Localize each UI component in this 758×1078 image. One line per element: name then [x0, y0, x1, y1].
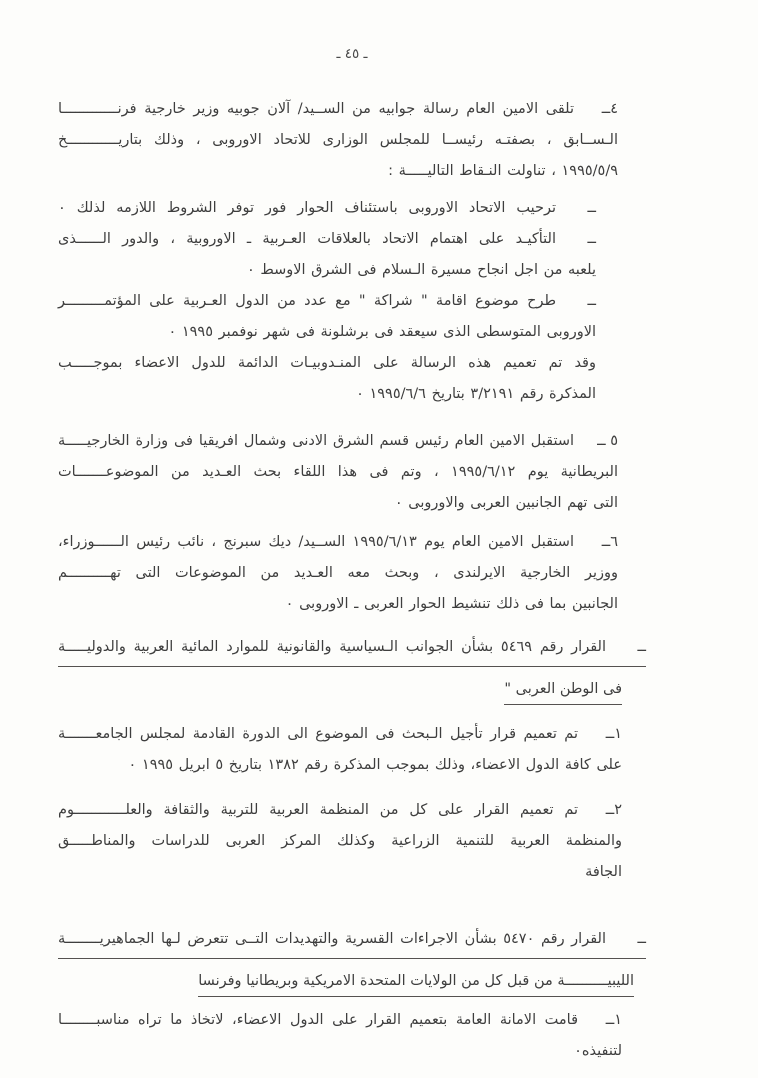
page-number: ـ ٤٥ ـ	[336, 46, 368, 62]
text-line: قامت الامانة العامة بتعميم القرار على الدول الاعضاء، لاتخاذ ما تراه مناسبــــــــا	[58, 1012, 578, 1028]
text-line: استقبل الامين العام رئيس قسم الشرق الادنى وشمال افريقيا فى وزارة الخارجيـــــة	[58, 433, 574, 449]
sub-item-1	[58, 1005, 622, 1067]
text-line: التأكيـد على اهتمام الاتحاد بالعلاقات العـربية ـ الاوروبية ، والدور الــــــذى	[58, 231, 556, 247]
dash-bullet: ــ	[587, 293, 596, 309]
text-line: الـســابق ، بصفتـه رئيســا للمجلس الوزارى للاتحاد الاوروبى ، وذلك بتاريــــــــــــخ	[58, 132, 618, 148]
decision-5469-heading	[58, 632, 646, 705]
text-line: تم تعميم القرار على كل من المنظمة العربية للتربية والثقافة والعلــــــــــــوم	[58, 802, 578, 818]
bullet-list	[58, 193, 646, 410]
sub-item-2	[58, 795, 622, 888]
dash-bullet: ــ	[587, 200, 596, 216]
list-item-6	[58, 527, 618, 620]
dash-bullet: ــ	[637, 931, 646, 947]
text-line: والمنظمة العربية للتنمية الزراعية وكذلك المركز العربى للدراسات والمناطـــــق	[58, 833, 622, 849]
bullet-item	[58, 224, 596, 286]
text-line: يلعبه من اجل انجاح مسيرة الـسلام فى الشرق الاوسط ٠	[246, 262, 596, 278]
bullet-item	[58, 286, 596, 410]
text-line: ووزير الخارجية الايرلندى ، وبحث معه العـديد من الموضوعات التى تهــــــــــم	[58, 565, 618, 581]
text-line: طرح موضوع اقامة " شراكة " مع عدد من الدول العـربية على المؤتمـــــــــر	[58, 293, 556, 309]
dash-bullet: ــ	[587, 231, 596, 247]
bullet-item	[58, 193, 596, 224]
item-4-marker: ٤ــ	[601, 101, 618, 117]
text-line: المذكرة رقم ٣/٢١٩١ بتاريخ ١٩٩٥/٦/٦ ٠	[356, 386, 596, 402]
decision-title-line: القرار رقم ٥٤٧٠ بشأن الاجراءات القسرية والتهديدات التــى تتعرض لـها الجماهيريــــــــة	[58, 924, 646, 959]
text-line: استقبل الامين العام يوم ١٩٩٥/٦/١٣ الســيد/ ديك سبرنج ، نائب رئيس الــــــوزراء،	[58, 534, 574, 550]
decision-title-line: الليبيــــــــــة من قبل كل من الولايات المتحدة الامريكية وبريطانيا وفرنسا	[58, 964, 634, 997]
sub-item-marker: ٢ــ	[605, 802, 622, 818]
list-item-4	[58, 94, 618, 187]
text-line: لتنفيذه٠	[574, 1043, 622, 1059]
item-6-marker: ٦ــ	[601, 534, 618, 550]
sub-item-1	[58, 719, 622, 781]
text-line: على كافة الدول الاعضاء، وذلك بموجب المذكرة رقم ١٣٨٢ بتاريخ ٥ ابريل ١٩٩٥ ٠	[128, 757, 622, 773]
sub-item-marker: ١ــ	[605, 1012, 622, 1028]
text-line: الجافة	[585, 864, 622, 880]
dash-bullet: ــ	[637, 639, 646, 655]
text-line: البريطانية يوم ١٩٩٥/٦/١٢ ، وتم فى هذا اللقاء بحث العـديد من الموضوعـــــــات	[58, 464, 619, 480]
decision-title-line: القرار رقم ٥٤٦٩ بشأن الجوانب الـسياسية والقانونية للموارد المائية العربية والدوليـــــة	[58, 632, 646, 667]
text-line: الاوروبى المتوسطى الذى سيعقد فى برشلونة فى شهر نوفمبر ١٩٩٥ ٠	[168, 324, 596, 340]
list-item-5	[58, 426, 618, 519]
decision-title-line: فى الوطن العربى "	[58, 672, 622, 705]
decision-5470-heading	[58, 924, 646, 997]
text-line: ١٩٩٥/٥/٩ ، تناولت النـقاط التاليـــــة :	[388, 163, 618, 179]
text-line: التى تهم الجانبين العربى والاوروبى ٠	[394, 495, 618, 511]
sub-item-marker: ١ــ	[605, 726, 622, 742]
text-line: الجانبين بما فى ذلك تنشيط الحوار العربى ـ الاوروبى ٠	[285, 596, 618, 612]
text-line: تلقى الامين العام رسالة جوابيه من الســيد/ آلان جوبيه وزير خارجية فرنـــــــــــــا	[58, 101, 574, 117]
text-line: تم تعميم قرار تأجيل الـبحث فى الموضوع الى الدورة القادمة لمجلس الجامعـــــــة	[58, 726, 578, 742]
text-line: ترحيب الاتحاد الاوروبى باستئناف الحوار فور توفر الشروط اللازمه لذلك ٠	[58, 200, 556, 216]
item-5-marker: ٥ ــ	[597, 433, 618, 449]
text-line: وقد تم تعميم هذه الرسالة على المنـدوبيـات الدائمة للدول الاعضاء بموجـــــب	[58, 355, 596, 371]
